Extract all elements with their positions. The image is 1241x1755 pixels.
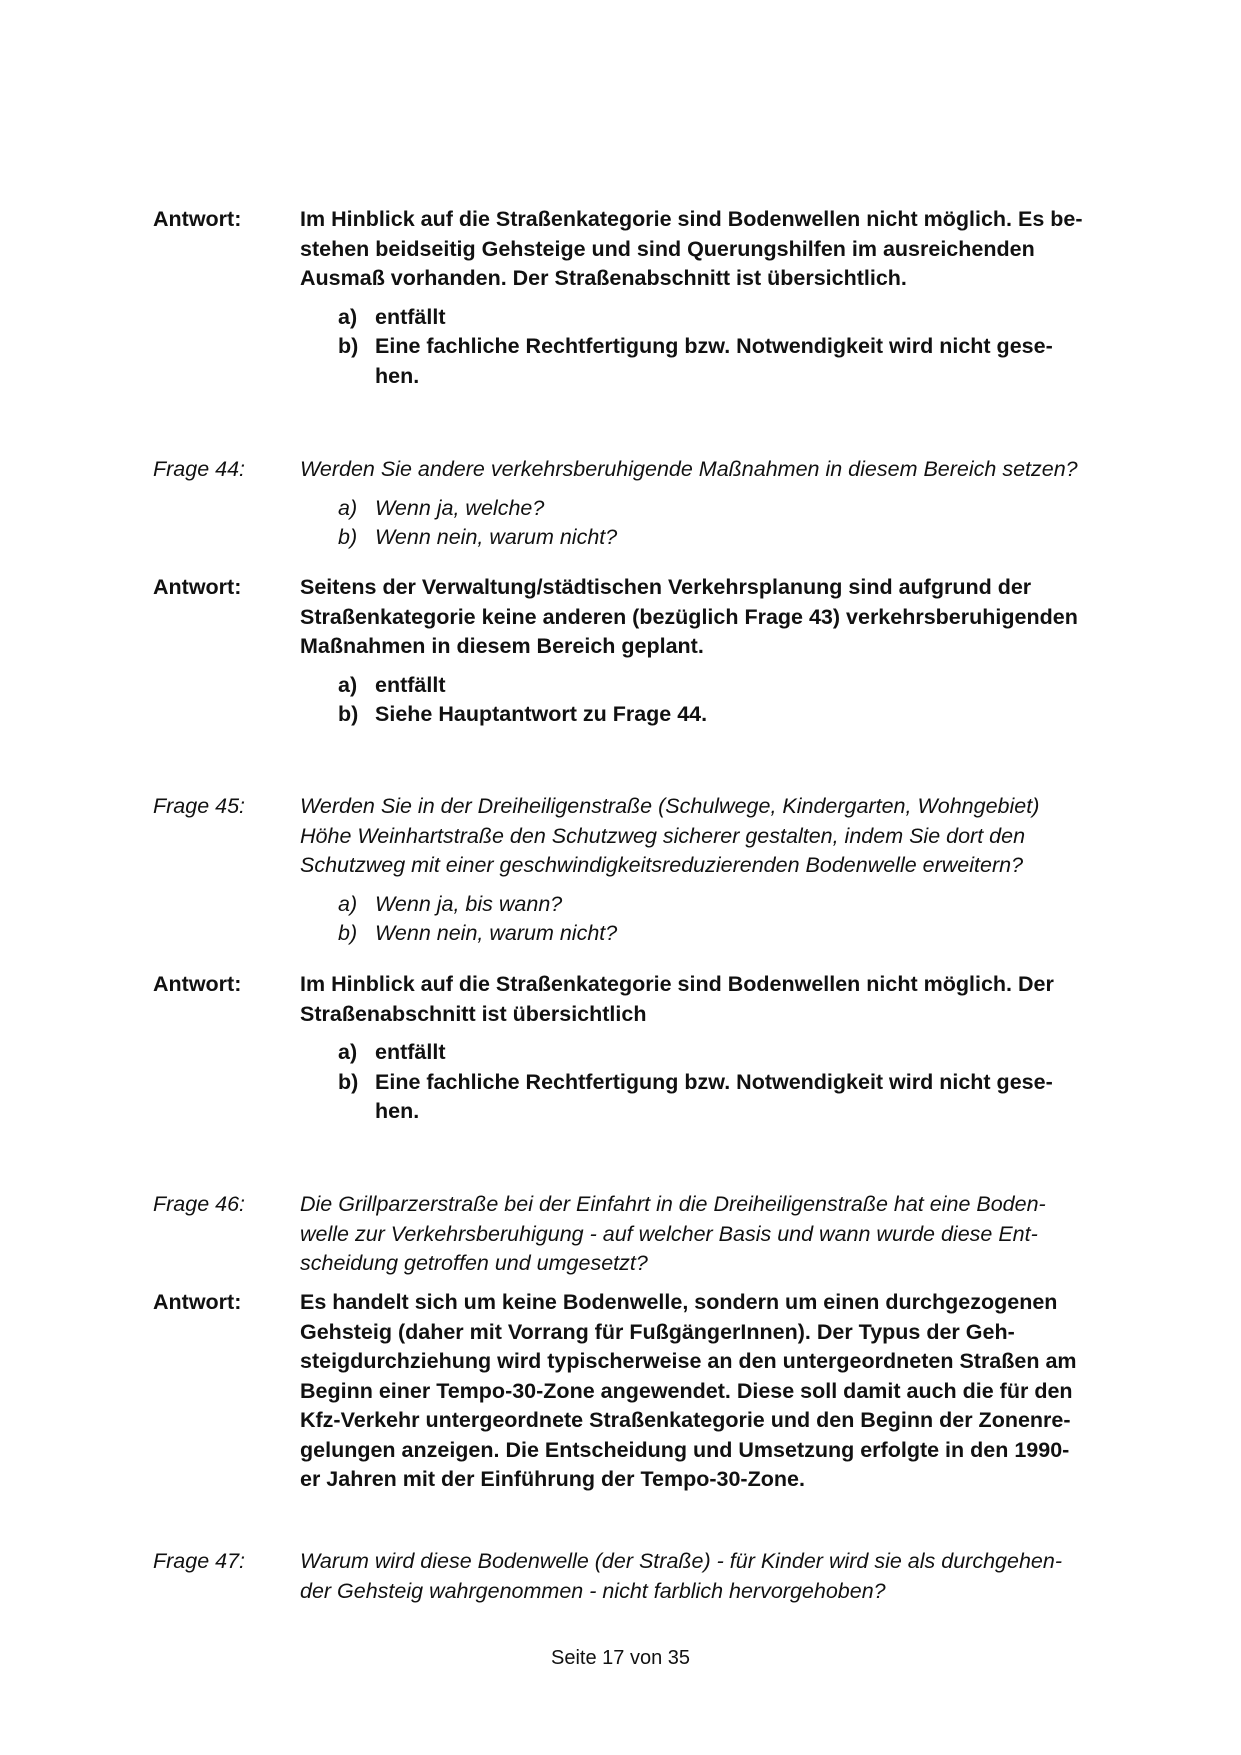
answer-text [300, 573, 1133, 730]
question-line: Höhe Weinhartstraße den Schutzweg sicherer gestalten, indem Sie dort den [300, 823, 1026, 848]
question-text [300, 1190, 1133, 1279]
answer-sublist [300, 671, 1133, 730]
list-marker: a) [338, 495, 358, 520]
answer-line: gelungen anzeigen. Die Entscheidung und Umsetzung erfolgte in den 1990- [300, 1437, 1070, 1462]
list-item [338, 1038, 1133, 1068]
list-item-line: Eine fachliche Rechtfertigung bzw. Notwendigkeit wird nicht gese- [375, 1069, 1053, 1094]
answer-label: Antwort: [153, 1290, 242, 1314]
answer-text [300, 205, 1133, 391]
question-sublist [300, 494, 1133, 553]
answer-text [300, 970, 1133, 1127]
question-text [300, 792, 1133, 949]
list-item [338, 919, 1133, 949]
answer-45 [153, 970, 1133, 1127]
question-line: Schutzweg mit einer geschwindigkeitsreduzierenden Bodenwelle erweitern? [300, 853, 1024, 877]
list-item-text: Wenn nein, warum nicht? [375, 525, 618, 549]
list-marker: a) [338, 672, 358, 697]
answer-line: er Jahren mit der Einführung der Tempo-30-Zone. [300, 1467, 805, 1491]
answer-label: Antwort: [153, 972, 242, 996]
question-line: Werden Sie in der Dreiheiligenstraße (Schulwege, Kindergarten, Wohngebiet) [300, 794, 1040, 818]
question-line: welle zur Verkehrsberuhigung - auf welcher Basis und wann wurde diese Ent- [300, 1221, 1038, 1246]
answer-line: Maßnahmen in diesem Bereich geplant. [300, 634, 704, 658]
list-item-text: Siehe Hauptantwort zu Frage 44. [375, 702, 708, 726]
list-marker: b) [338, 525, 358, 549]
list-item-line: Eine fachliche Rechtfertigung bzw. Notwendigkeit wird nicht gese- [375, 334, 1053, 358]
list-item-text [375, 1068, 1133, 1127]
list-item-text: Wenn ja, welche? [375, 495, 545, 520]
question-46 [153, 1190, 1133, 1279]
question-47 [153, 1547, 1133, 1606]
list-item-text [375, 332, 1133, 391]
list-item [338, 671, 1133, 701]
answer-text [300, 1288, 1133, 1495]
list-item-text: Wenn ja, bis wann? [375, 891, 563, 916]
answer-line: Straßenkategorie keine anderen (bezüglich Frage 43) verkehrsberuhigenden [300, 604, 1078, 629]
answer-sublist [300, 303, 1133, 392]
answer-line: steigdurchziehung wird typischerweise an den untergeordneten Straßen am [300, 1349, 1077, 1373]
list-marker: b) [338, 334, 359, 358]
list-item [338, 303, 1133, 333]
list-marker: b) [338, 921, 358, 945]
question-44 [153, 455, 1133, 553]
list-marker: a) [338, 891, 358, 916]
answer-line: Seitens der Verwaltung/städtischen Verkehrsplanung sind aufgrund der [300, 575, 1032, 599]
answer-line: Beginn einer Tempo-30-Zone angewendet. Diese soll damit auch die für den [300, 1378, 1073, 1403]
answer-line: Kfz-Verkehr untergeordnete Straßenkategorie und den Beginn der Zonenre- [300, 1408, 1071, 1432]
answer-46 [153, 1288, 1133, 1495]
answer-label: Antwort: [153, 575, 242, 599]
list-marker: b) [338, 702, 359, 726]
list-item [338, 332, 1133, 391]
question-line: scheidung getroffen und umgesetzt? [300, 1251, 648, 1275]
list-item [338, 890, 1133, 920]
question-line: Warum wird diese Bodenwelle (der Straße) - für Kinder wird sie als durchgehen- [300, 1549, 1062, 1573]
answer-sublist [300, 1038, 1133, 1127]
answer-line: Es handelt sich um keine Bodenwelle, sondern um einen durchgezogenen [300, 1290, 1058, 1314]
list-item-line: hen. [375, 1099, 420, 1123]
answer-line: Straßenabschnitt ist übersichtlich [300, 1001, 647, 1026]
question-text [300, 1547, 1133, 1606]
page-number: Seite 17 von 35 [551, 1647, 690, 1669]
question-sublist [300, 890, 1133, 949]
question-label: Frage 44: [153, 457, 246, 481]
question-line: Die Grillparzerstraße bei der Einfahrt in die Dreiheiligenstraße hat eine Boden- [300, 1192, 1046, 1216]
question-line: Werden Sie andere verkehrsberuhigende Maßnahmen in diesem Bereich setzen? [300, 457, 1078, 481]
list-item-text: entfällt [375, 672, 446, 697]
list-marker: a) [338, 304, 358, 329]
list-item [338, 700, 1133, 730]
question-label: Frage 45: [153, 794, 246, 818]
list-marker: b) [338, 1069, 359, 1094]
answer-line: Im Hinblick auf die Straßenkategorie sind Bodenwellen nicht möglich. Der [300, 972, 1054, 996]
answer-line: Ausmaß vorhanden. Der Straßenabschnitt ist übersichtlich. [300, 266, 907, 290]
question-label: Frage 46: [153, 1192, 246, 1216]
list-item-text: entfällt [375, 304, 446, 329]
list-item-text: Wenn nein, warum nicht? [375, 921, 618, 945]
answer-43 [153, 205, 1133, 391]
list-item-text: entfällt [375, 1040, 446, 1064]
question-45 [153, 792, 1133, 949]
answer-line: Gehsteig (daher mit Vorrang für FußgängerInnen). Der Typus der Geh- [300, 1319, 1015, 1344]
answer-line: stehen beidseitig Gehsteige und sind Querungshilfen im ausreichenden [300, 236, 1035, 261]
answer-44 [153, 573, 1133, 730]
question-text [300, 455, 1133, 553]
list-item-line: hen. [375, 363, 420, 388]
list-item [338, 1068, 1133, 1127]
question-line: der Gehsteig wahrgenommen - nicht farblich hervorgehoben? [300, 1578, 886, 1603]
list-marker: a) [338, 1040, 358, 1064]
answer-line: Im Hinblick auf die Straßenkategorie sind Bodenwellen nicht möglich. Es be- [300, 207, 1083, 231]
answer-label: Antwort: [153, 207, 242, 231]
list-item [338, 494, 1133, 524]
question-label: Frage 47: [153, 1549, 246, 1573]
list-item [338, 523, 1133, 553]
